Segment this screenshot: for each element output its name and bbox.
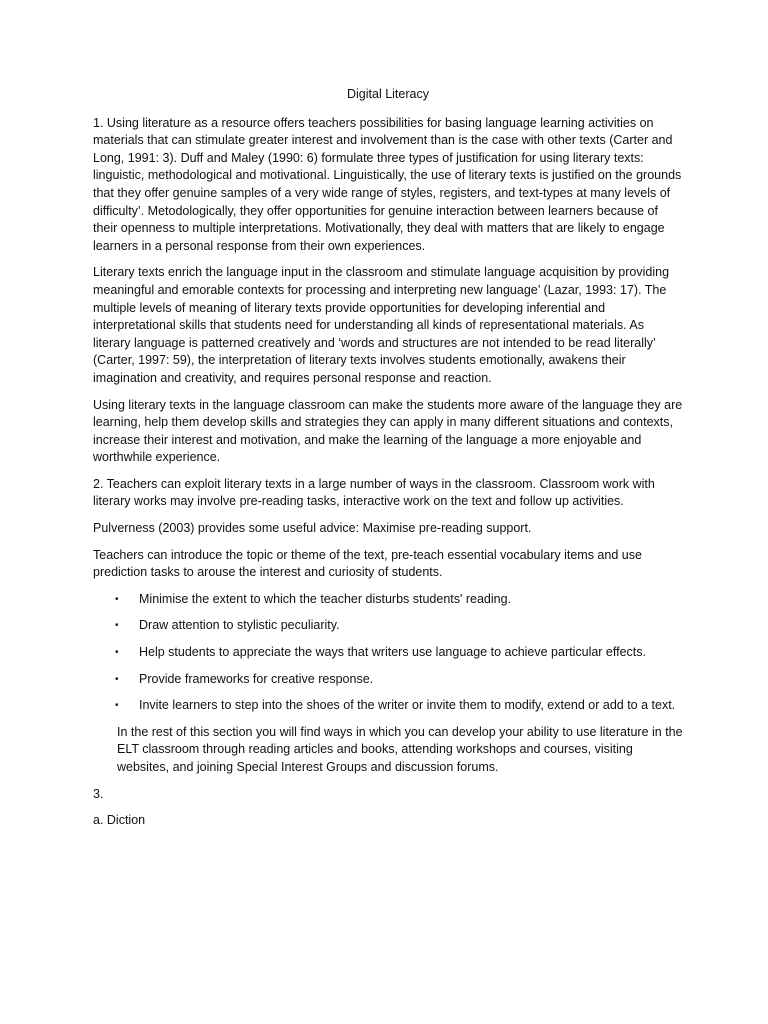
paragraph-awareness: Using literary texts in the language classroom can make the students more aware of the language they are learning, help them develop skills and strategies they can apply in many different situations and contexts, increase their interest and motivation, and make the learning of the language a more enjoyable and worthwhile experience. xyxy=(93,397,683,465)
paragraph-pulverness: Pulverness (2003) provides some useful advice: Maximise pre-reading support. xyxy=(93,521,532,536)
list-item-text: Invite learners to step into the shoes of the writer or invite them to modify, extend or add to a text. xyxy=(139,698,676,713)
paragraph-introduce-topic: Teachers can introduce the topic or theme of the text, pre-teach essential vocabulary items and use prediction tasks to arouse the interest and curiosity of students. xyxy=(93,547,642,580)
list-item-text: Minimise the extent to which the teacher disturbs students' reading. xyxy=(139,591,512,606)
paragraph-exploit-texts: 2. Teachers can exploit literary texts in a large number of ways in the classroom. Classroom work with literary works may involve pre-reading tasks, interactive work on the text and follow up activities. xyxy=(93,476,655,509)
bullet-glyph: • xyxy=(115,620,119,632)
list-item xyxy=(93,671,683,689)
list-item-text: Provide frameworks for creative response. xyxy=(139,671,374,686)
paragraph-language-input: Literary texts enrich the language input in the classroom and stimulate language acquisition by providing meaningful and emorable contexts for processing and interpreting new language’ (Lazar, 1993: 17). The multiple levels of meaning of literary texts provide opportunities for developing inferential and interpretational skills that students need for understanding all kinds of representational materials. As literary language is patterned creatively and ‘words and structures are not intended to be read literally’ (Carter, 1997: 59), the interpretation of literary texts involves students emotionally, awakens their imagination and creativity, and requires personal response and reaction. xyxy=(93,265,670,385)
bullet-glyph: • xyxy=(115,700,119,712)
paragraph-rest-of-section: In the rest of this section you will find ways in which you can develop your ability to use literature in the ELT classroom through reading articles and books, attending workshops and courses, visiting websites, and joining Special Interest Groups and discussion forums. xyxy=(117,724,683,774)
subsection-diction: a. Diction xyxy=(93,813,146,828)
bullet-glyph: • xyxy=(115,593,119,605)
list-item xyxy=(93,591,683,609)
section-number: 3. xyxy=(93,786,104,801)
bullet-glyph: • xyxy=(115,647,119,659)
list-item-text: Help students to appreciate the ways that writers use language to achieve particular effects. xyxy=(139,645,647,660)
document-title: Digital Literacy xyxy=(347,87,429,101)
list-item xyxy=(93,617,683,635)
list-item xyxy=(93,644,683,662)
bullet-glyph: • xyxy=(115,673,119,685)
list-item xyxy=(93,697,683,715)
bullet-list xyxy=(93,591,683,715)
document-body xyxy=(93,86,683,839)
list-item-text: Draw attention to stylistic peculiarity. xyxy=(139,618,340,633)
paragraph-justification: 1. Using literature as a resource offers teachers possibilities for basing language learning activities on materials that can stimulate greater interest and involvement than is the case with other texts (Carter and Long, 1991: 3). Duff and Maley (1990: 6) formulate three types of justification for using literary texts: linguistic, methodological and motivational. Linguistically, the use of literary texts is justified on the grounds that they offer genuine samples of a very wide range of styles, registers, and text-types at many levels of difficulty’. Metodologically, they offer opportunities for genuine interaction between learners because of their openness to multiple interpretations. Motivationally, they deal with matters that are likely to engage learners in a personal response from their own experiences. xyxy=(93,115,682,253)
